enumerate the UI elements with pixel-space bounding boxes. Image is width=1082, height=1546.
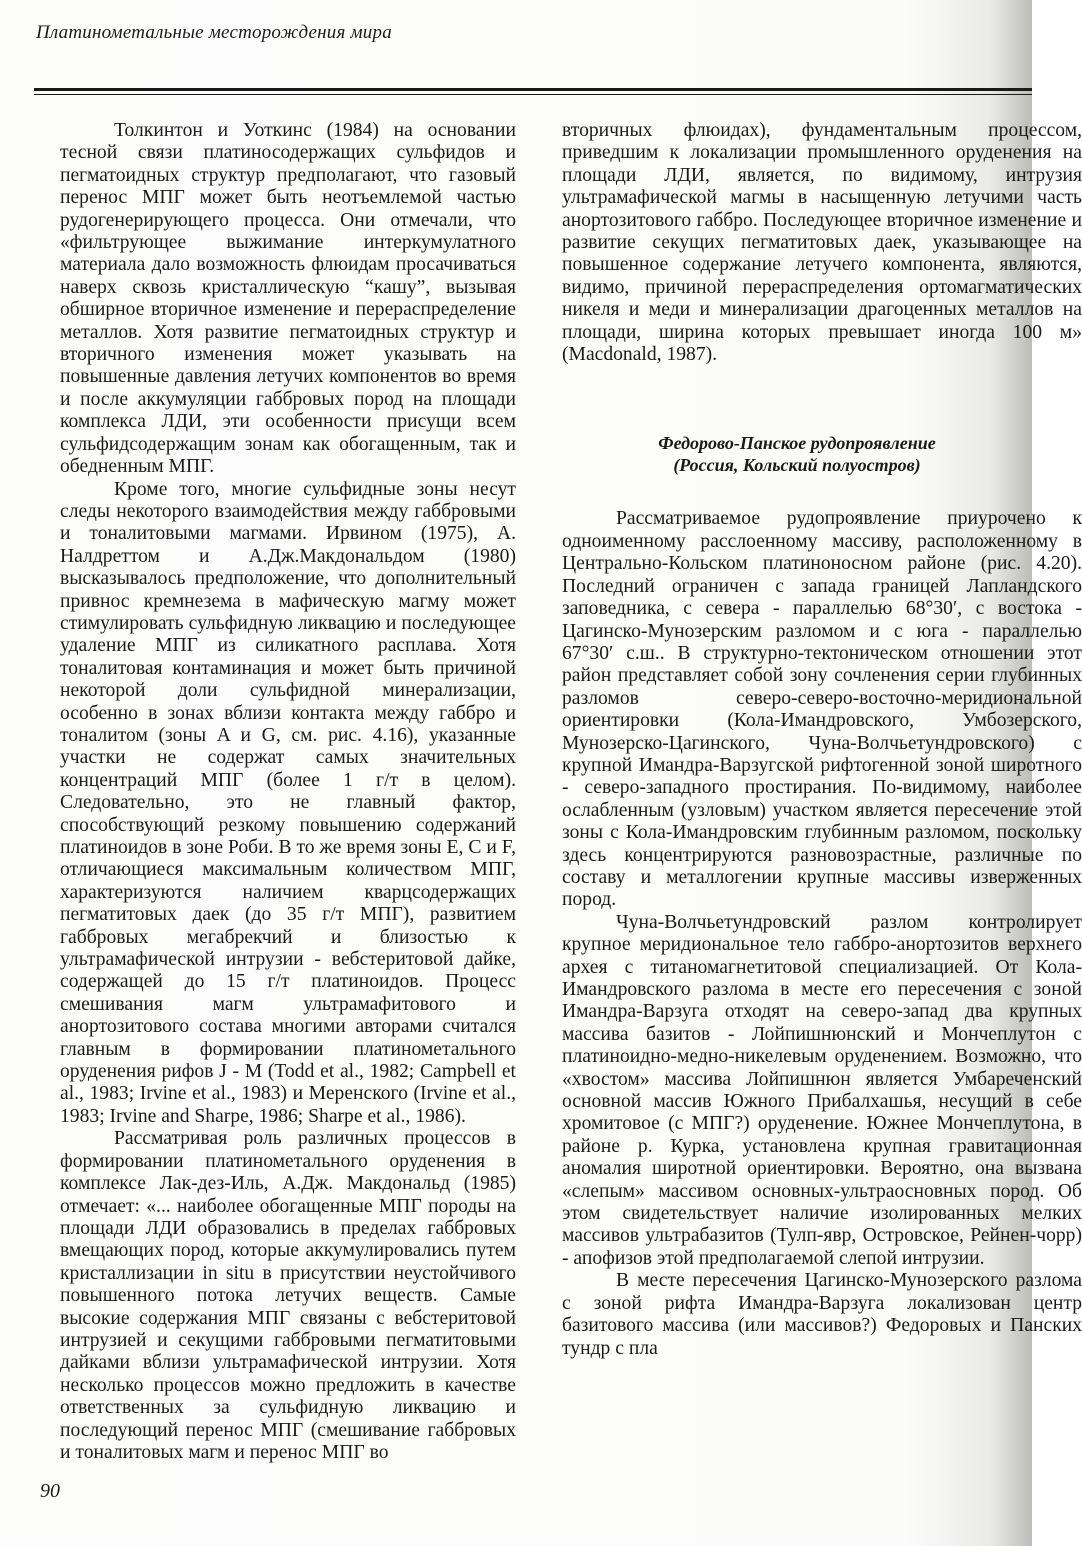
paragraph: Рассматривая роль различных процессов в формировании платинометального оруденения в комплексе Лак-дез-Иль, А.Дж. Макдональд (1985) отмечает: «... наиболее обогащенные МПГ породы на площади ЛДИ образовались в пределах габбровых вмещающих пород, которые аккумулировались путем кристаллизации in situ в присутствии неустойчивого повышенного потока летучих веществ. Самые высокие содержания МПГ связаны с вебстеритовой интрузией и секущими габбровыми пегматитовыми дайками вблизи ультрамафической интрузии. Хотя несколько процессов можно предложить в качестве ответственных за сульфидную ликвацию и последующий перенос МПГ (смешивание габбровых и тоналитовых магм и перенос МПГ во <box>60 1128 516 1463</box>
header-rule-thin <box>34 94 1032 95</box>
right-column-inner <box>562 120 1082 1360</box>
section-heading-line: Федорово-Панское рудопроявление <box>658 433 936 454</box>
paragraph: Толкинтон и Уоткинс (1984) на основании тесной связи платиносодержащих сульфидов и пегматоидных структур предполагают, что газовый перенос МПГ может быть неотъемлемой частью рудогенерирующего процесса. Они отмечали, что «фильтрующее выжимание интеркумулатного материала дало возможность флюидам просачиваться наверх сквозь кристаллическую “кашу”, вызывая обширное вторичное изменение и перераспределение металлов. Хотя развитие пегматоидных структур и вторичного изменения может указывать на повышенные давления летучих компонентов во время и после аккумуляции габбровых пород на площади комплекса ЛДИ, эти особенности присущи всем сульфидсодержащим зонам как обогащенным, так и обедненным МПГ. <box>60 120 516 478</box>
right-column <box>562 120 1082 1520</box>
page-number: 90 <box>40 1480 60 1502</box>
section-heading-line: (Россия, Кольский полуостров) <box>673 455 921 476</box>
running-header: Платинометальные месторождения мира <box>36 22 392 43</box>
section-heading <box>562 432 1082 476</box>
left-column <box>60 120 516 1464</box>
header-rule-thick <box>34 88 1032 91</box>
paragraph: Кроме того, многие сульфидные зоны несут следы некоторого взаимодействия между габбровыми и тоналитовыми магмами. Ирвином (1975), А. Налдреттом и А.Дж.Макдональдом (1980) высказывалось предположение, что дополнительный привнос кремнезема в мафическую магму может стимулировать сульфидную ликвацию и последующее удаление МПГ из силикатного расплава. Хотя тоналитовая контаминация и может быть причиной некоторой доли сульфидной минерализации, особенно в зонах вблизи контакта между габбро и тоналитом (зоны A и G, см. рис. 4.16), указанные участки не содержат самых значительных концентраций МПГ (более 1 г/т в целом). Следовательно, это не главный фактор, способствующий резкому повышению содержаний платиноидов в зоне Роби. В то же время зоны E, C и F, отличающиеся максимальным количеством МПГ, характеризуются наличием кварцсодержащих пегматитовых даек (до 35 г/т МПГ), развитием габбровых мегабрекчий и близостью к ультрамафической интрузии - вебстеритовой дайке, содержащей до 15 г/т платиноидов. Процесс смешивания магм ультрамафитового и анортозитового состава многими авторами считался главным в формировании платинометального оруденения рифов J - M (Todd et al., 1982; Campbell et al., 1983; Irvine et al., 1983) и Меренского (Irvine et al., 1983; Irvine and Sharpe, 1986; Sharpe et al., 1986). <box>60 478 516 1127</box>
paragraph: Чуна-Волчьетундровский разлом контролирует крупное меридиональное тело габбро-анортозитов верхнего архея с титаномагнетитовой специализацией. От Кола-Имандровского разлома в месте его пересечения с зоной Имандра-Варзуга отходят на северо-запад два крупных массива базитов - Лойпишнюнский и Мончеплутон с платиноидно-медно-никелевым оруденением. Возможно, что «хвостом» массива Лойпишнюн является Умбареченский основной массив Южного Прибалхашья, несущий в себе хромитовое (с МПГ?) оруденение. Южнее Мончеплутона, в районе р. Курка, установлена крупная гравитационная аномалия широтной ориентировки. Вероятно, она вызвана «слепым» массивом основных-ультраосновных пород. Об этом свидетельствует наличие изолированных мелких массивов ультрабазитов (Тулп-явр, Островское, Рейнен-чорр) - апофизов этой предполагаемой слепой интрузии. <box>562 911 1082 1269</box>
paragraph: Рассматриваемое рудопроявление приурочено к одноименному расслоенному массиву, расположенному в Центрально-Кольском платиноносном районе (рис. 4.20). Последний ограничен с запада границей Лапландского заповедника, с севера - параллелью 68°30′, с востока - Цагинско-Мунозерским разломом и с юга - параллелью 67°30′ с.ш.. В структурно-тектоническом отношении этот район представляет собой зону сочленения серии глубинных разломов северо-северо-восточно-меридиональной ориентировки (Кола-Имандровского, Умбозерского, Мунозерско-Цагинского, Чуна-Волчьетундровского) с крупной Имандра-Варзугской рифтогенной зоной широтного - северо-западного простирания. По-видимому, наиболее ослабленным (узловым) участком является пересечение этой зоны с Кола-Имандровским глубинным разломом, поскольку здесь концентрируются разновозрастные, различные по составу и металлогении крупные массивы изверженных пород. <box>562 508 1082 911</box>
paragraph: В месте пересечения Цагинско-Мунозерского разлома с зоной рифта Имандра-Варзуга локализован центр базитового массива (или массивов?) Федоровых и Панских тундр с пла <box>562 1270 1082 1359</box>
paragraph-continuation: вторичных флюидах), фундаментальным процессом, приведшим к локализации промышленного оруденения на площади ЛДИ, является, по видимому, интрузия ультрамафической магмы в насыщенную летучими часть анортозитового габбро. Последующее вторичное изменение и развитие секущих пегматитовых даек, указывающее на повышенное содержание летучего компонента, являются, видимо, причиной перераспределения ортомагматических никеля и меди и минерализации драгоценных металлов на площади, ширина которых превышает иногда 100 м» (Macdonald, 1987). <box>562 120 1082 366</box>
